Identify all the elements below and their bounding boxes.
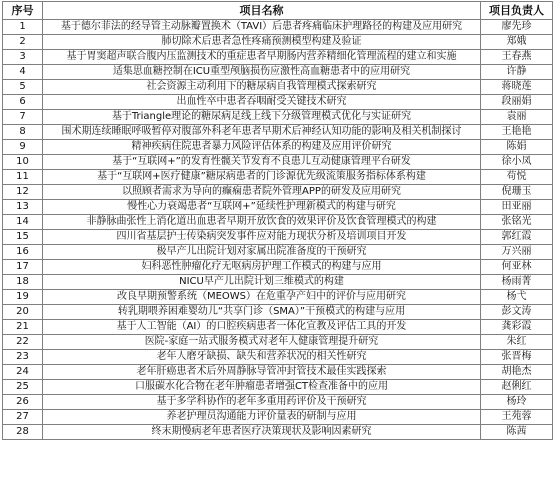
- project-name: 以照顾者需求为导向的癫痫患者院外管理APP的研发及应用研究: [43, 185, 481, 200]
- project-name: 妇科恶性肿瘤化疗无呕病房护理工作模式的构建与应用: [43, 260, 481, 275]
- project-name: 围术期连续睡眠呼吸暂停对腹部外科老年患者早期术后神经认知功能的影响及相关机制探讨: [43, 125, 481, 140]
- row-number: 25: [3, 380, 43, 395]
- row-number: 7: [3, 110, 43, 125]
- table-row: [3, 200, 553, 215]
- project-name: 基于“互联网+医疗健康”糖尿病患者的门诊源优先级流策服务指标体系构建: [43, 170, 481, 185]
- row-number: 27: [3, 410, 43, 425]
- row-number: 12: [3, 185, 43, 200]
- project-name: 基于胃窦超声联合腹内压监测技术的重症患者早期肠内营养精细化管理流程的建立和实施: [43, 50, 481, 65]
- project-lead: 廖先珍: [481, 20, 553, 35]
- project-name: 老年人磨牙缺损、缺失和营养状况的相关性研究: [43, 350, 481, 365]
- project-name: 老年肝癌患者术后外周静脉导管冲封管技术最佳实践探索: [43, 365, 481, 380]
- table-row: [3, 230, 553, 245]
- table-row: [3, 365, 553, 380]
- project-lead: 郭红霞: [481, 230, 553, 245]
- row-number: 4: [3, 65, 43, 80]
- project-lead: 蒋晓莲: [481, 80, 553, 95]
- project-name: 极早产儿出院计划对家属出院准备度的干预研究: [43, 245, 481, 260]
- row-number: 19: [3, 290, 43, 305]
- table-row: [3, 320, 553, 335]
- table-row: [3, 125, 553, 140]
- row-number: 3: [3, 50, 43, 65]
- row-number: 2: [3, 35, 43, 50]
- project-name: 基于德尔菲法的经导管主动脉瓣置换术（TAVI）后患者疼痛临床护理路径的构建及应用研究: [43, 20, 481, 35]
- project-lead: 王艳艳: [481, 125, 553, 140]
- table-row: [3, 350, 553, 365]
- table-row: [3, 290, 553, 305]
- project-lead: 杨雨菁: [481, 275, 553, 290]
- table-row: [3, 170, 553, 185]
- row-number: 26: [3, 395, 43, 410]
- row-number: 11: [3, 170, 43, 185]
- table-row: [3, 380, 553, 395]
- project-name: 改良早期预警系统（MEOWS）在危重孕产妇中的评价与应用研究: [43, 290, 481, 305]
- project-lead: 龚彩霞: [481, 320, 553, 335]
- table-row: [3, 95, 553, 110]
- table-row: [3, 305, 553, 320]
- project-name: 基于人工智能（AI）的口腔疾病患者一体化宣教及评估工具的开发: [43, 320, 481, 335]
- table-row: [3, 140, 553, 155]
- project-lead: 朱红: [481, 335, 553, 350]
- project-name: 出血性卒中患者吞咽耐受关键技术研究: [43, 95, 481, 110]
- row-number: 9: [3, 140, 43, 155]
- project-lead: 杨弋: [481, 290, 553, 305]
- table-row: [3, 80, 553, 95]
- project-lead: 田亚丽: [481, 200, 553, 215]
- table-row: [3, 50, 553, 65]
- project-name: 口服碳水化合物在老年肿瘤患者增强CT检查准备中的应用: [43, 380, 481, 395]
- row-number: 28: [3, 425, 43, 440]
- project-lead: 陈娟: [481, 140, 553, 155]
- row-number: 14: [3, 215, 43, 230]
- project-name: 转乳期喂养困难婴幼儿“共享门诊（SMA）”干预模式的构建与应用: [43, 305, 481, 320]
- project-lead: 倪珊玉: [481, 185, 553, 200]
- project-name: 社会资源主动利用下的糖尿病自我管理模式探索研究: [43, 80, 481, 95]
- project-name: 医院-家庭一站式服务模式对老年人健康管理提升研究: [43, 335, 481, 350]
- project-lead: 王春燕: [481, 50, 553, 65]
- project-name: 非静脉曲张性上消化道出血患者早期开放饮食的效果评价及饮食管理模式的构建: [43, 215, 481, 230]
- project-lead: 郑娥: [481, 35, 553, 50]
- row-number: 18: [3, 275, 43, 290]
- table-row: [3, 275, 553, 290]
- project-name: 基于“互联网+”的发育性髋关节发育不良患儿互动健康管理平台研发: [43, 155, 481, 170]
- table-row: [3, 185, 553, 200]
- header-no: 序号: [3, 2, 43, 20]
- row-number: 23: [3, 350, 43, 365]
- project-lead: 万兴丽: [481, 245, 553, 260]
- table-row: [3, 425, 553, 440]
- project-lead: 杨玲: [481, 395, 553, 410]
- header-name: 项目名称: [43, 2, 481, 20]
- row-number: 22: [3, 335, 43, 350]
- row-number: 17: [3, 260, 43, 275]
- row-number: 1: [3, 20, 43, 35]
- project-lead: 段丽娟: [481, 95, 553, 110]
- row-number: 20: [3, 305, 43, 320]
- project-lead: 何亚林: [481, 260, 553, 275]
- project-name: 基于多学科协作的老年多重用药评价及干预研究: [43, 395, 481, 410]
- project-name: 慢性心力衰竭患者“互联网+”延续性护理新模式的构建与研究: [43, 200, 481, 215]
- project-lead: 胡艳杰: [481, 365, 553, 380]
- table-row: [3, 155, 553, 170]
- row-number: 8: [3, 125, 43, 140]
- table-row: [3, 110, 553, 125]
- table-row: [3, 335, 553, 350]
- project-name: 基于Triangle理论的糖尿病足线上线下分级管理模式优化与实证研究: [43, 110, 481, 125]
- project-name: 养老护理员沟通能力评价量表的研制与应用: [43, 410, 481, 425]
- table-row: [3, 395, 553, 410]
- project-lead: 陈茜: [481, 425, 553, 440]
- project-name: 终末期慢病老年患者医疗决策现状及影响因素研究: [43, 425, 481, 440]
- project-lead: 王苑蓉: [481, 410, 553, 425]
- project-name: 四川省基层护士传染病突发事件应对能力现状分析及培训项目开发: [43, 230, 481, 245]
- project-lead: 张晋梅: [481, 350, 553, 365]
- project-lead: 徐小凤: [481, 155, 553, 170]
- row-number: 15: [3, 230, 43, 245]
- project-lead: 袁丽: [481, 110, 553, 125]
- project-lead: 许静: [481, 65, 553, 80]
- header-row: [3, 2, 553, 20]
- table-row: [3, 215, 553, 230]
- row-number: 21: [3, 320, 43, 335]
- project-lead: 彭文涛: [481, 305, 553, 320]
- row-number: 6: [3, 95, 43, 110]
- project-name: 精神疾病住院患者暴力风险评估体系的构建及应用评价研究: [43, 140, 481, 155]
- project-name: 肺切除术后患者急性疼痛预测模型构建及验证: [43, 35, 481, 50]
- table-row: [3, 410, 553, 425]
- row-number: 13: [3, 200, 43, 215]
- table-row: [3, 260, 553, 275]
- row-number: 10: [3, 155, 43, 170]
- table-row: [3, 65, 553, 80]
- row-number: 24: [3, 365, 43, 380]
- table-row: [3, 245, 553, 260]
- header-lead: 项目负责人: [481, 2, 553, 20]
- table-row: [3, 35, 553, 50]
- table-row: [3, 20, 553, 35]
- project-table: [2, 1, 553, 440]
- project-lead: 赵俐红: [481, 380, 553, 395]
- row-number: 16: [3, 245, 43, 260]
- project-lead: 张铭光: [481, 215, 553, 230]
- project-name: 适集思血糖控制在ICU重型颅脑损伤应激性高血糖患者中的应用研究: [43, 65, 481, 80]
- table-body: [3, 20, 553, 440]
- project-lead: 苟悦: [481, 170, 553, 185]
- row-number: 5: [3, 80, 43, 95]
- project-name: NICU早产儿出院计划三维模式的构建: [43, 275, 481, 290]
